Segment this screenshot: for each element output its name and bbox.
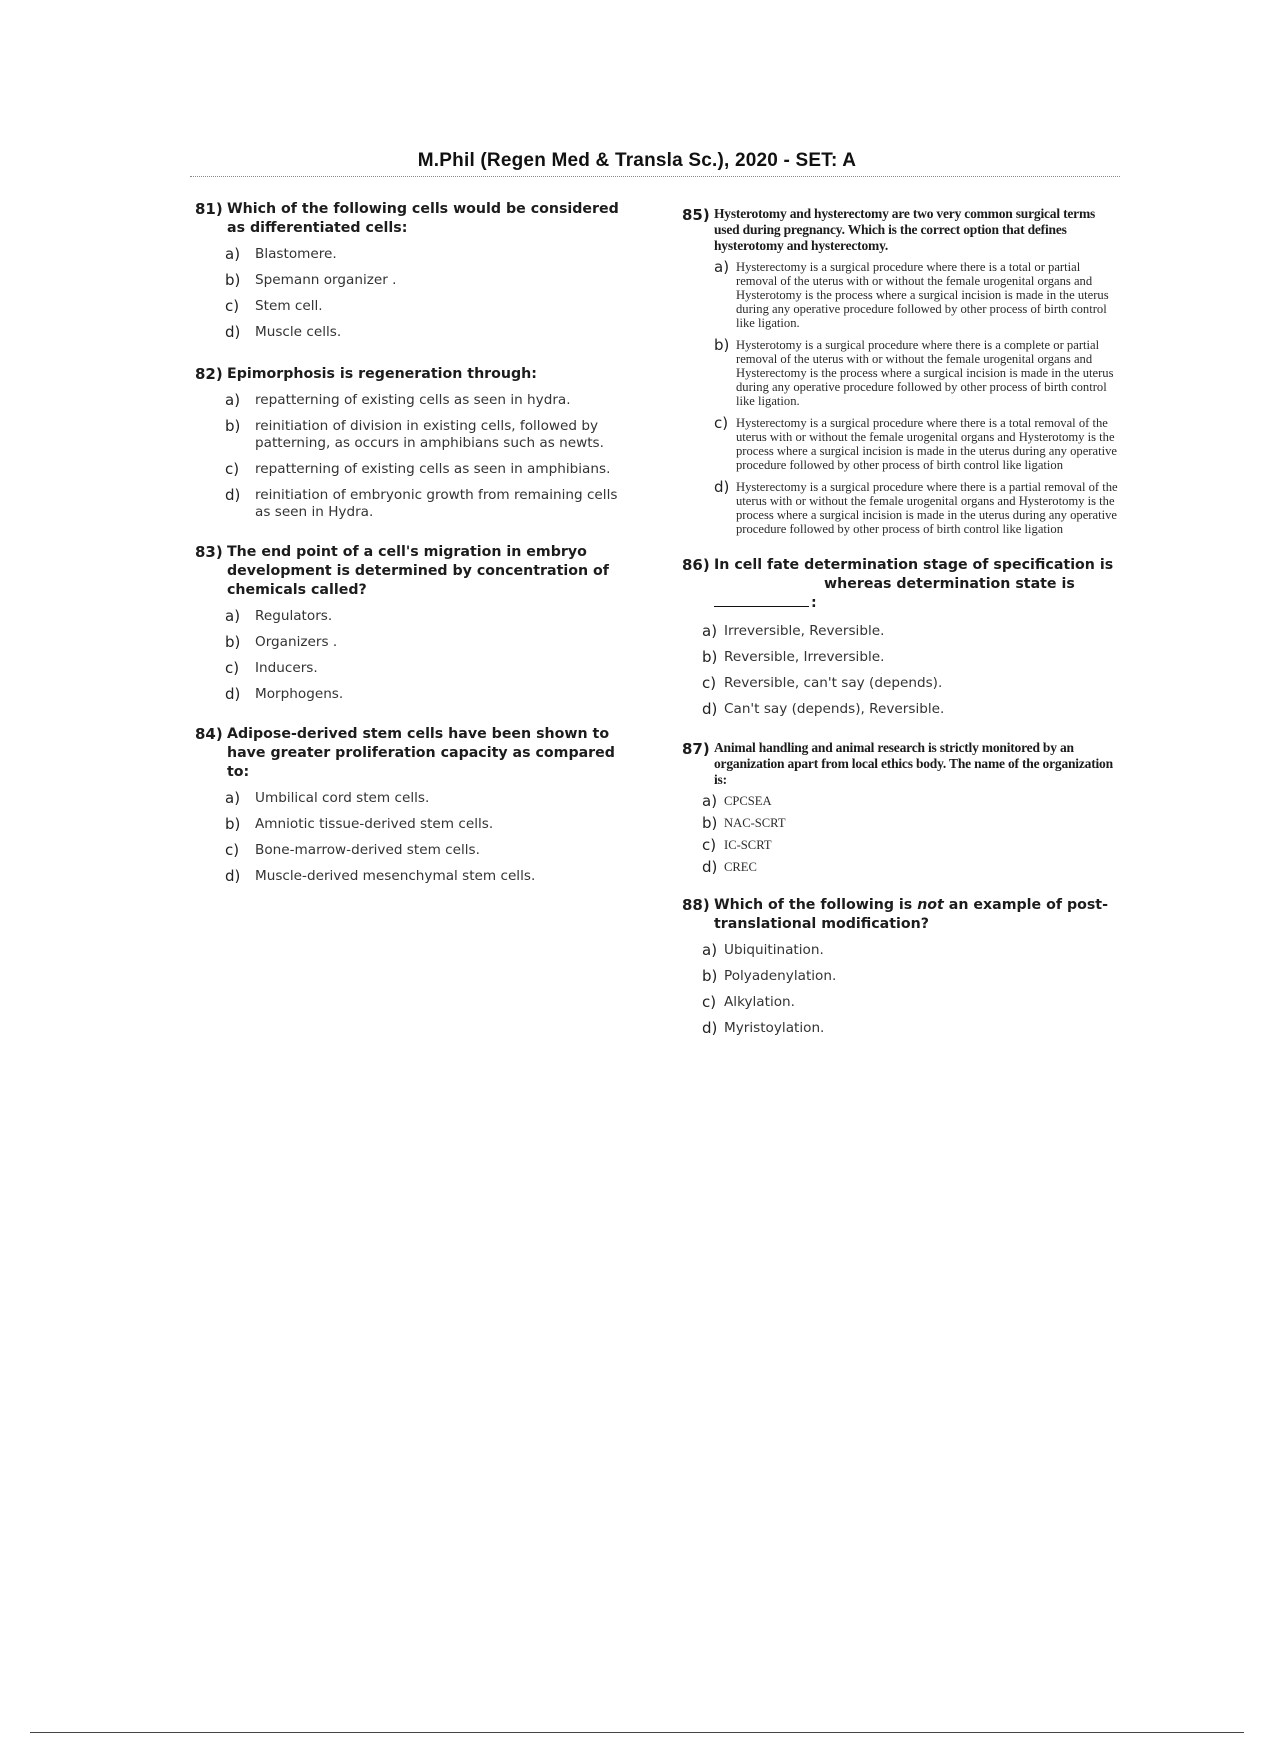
- option-a[interactable]: [225, 392, 635, 409]
- option-b[interactable]: [702, 816, 1122, 830]
- option-text: NAC-SCRT: [724, 816, 786, 830]
- option-text: reinitiation of division in existing cells, followed by patterning, as occurs in amphibians such as newts.: [255, 418, 604, 451]
- question-text: Adipose-derived stem cells have been shown to have greater proliferation capacity as compared to:: [227, 726, 615, 780]
- footer-divider: [30, 1732, 1244, 1733]
- option-b[interactable]: [225, 634, 635, 651]
- option-text: Myristoylation.: [724, 1020, 825, 1036]
- option-letter: a): [702, 622, 718, 640]
- option-letter: b): [225, 633, 241, 651]
- question-text: [714, 896, 1122, 934]
- option-d[interactable]: [702, 701, 1122, 718]
- option-letter: d): [225, 867, 241, 885]
- question-text-before: Which of the following is: [714, 897, 913, 913]
- option-text: Morphogens.: [255, 686, 344, 702]
- option-text: Stem cell.: [255, 298, 323, 314]
- option-letter: b): [225, 417, 241, 435]
- options-list: [195, 392, 635, 521]
- option-a[interactable]: [225, 246, 635, 263]
- option-a[interactable]: [225, 790, 635, 807]
- option-text: Inducers.: [255, 660, 318, 676]
- option-letter: d): [702, 858, 718, 876]
- option-text: Spemann organizer .: [255, 272, 397, 288]
- option-letter: c): [225, 659, 240, 677]
- option-d[interactable]: [225, 868, 635, 885]
- option-letter: c): [225, 297, 240, 315]
- question-84: [195, 725, 635, 885]
- option-a[interactable]: [702, 942, 1122, 959]
- option-letter: a): [702, 792, 718, 810]
- question-text: Hysterotomy and hysterectomy are two very common surgical terms used during pregnancy. Which is the correct option that defines hysterotomy and hysterectomy.: [714, 206, 1096, 253]
- question-87: [682, 740, 1122, 874]
- option-letter: b): [702, 967, 718, 985]
- option-text: Polyadenylation.: [724, 968, 837, 984]
- option-text: Organizers .: [255, 634, 338, 650]
- option-text: Hysterectomy is a surgical procedure where there is a partial removal of the uterus with or without the female urogenital organs and Hysterotomy is the process where a surgical incision is made in the uterus during any operative procedure followed by other process of birth control like ligation: [736, 480, 1118, 536]
- question-number: 82): [195, 365, 223, 383]
- question-text: The end point of a cell's migration in embryo development is determined by concentration of chemicals called?: [227, 544, 609, 598]
- option-b[interactable]: [225, 418, 635, 452]
- question-85: [682, 206, 1122, 536]
- option-text: repatterning of existing cells as seen in amphibians.: [255, 461, 611, 477]
- answer-blank: [714, 594, 809, 607]
- option-letter: a): [702, 941, 718, 959]
- question-82: [195, 365, 635, 521]
- question-text-end: :: [811, 595, 817, 611]
- option-letter: c): [702, 674, 717, 692]
- option-c[interactable]: [702, 994, 1122, 1011]
- option-text: IC-SCRT: [724, 838, 772, 852]
- question-81: [195, 200, 635, 341]
- page-header: M.Phil (Regen Med & Transla Sc.), 2020 - SET: A: [417, 150, 857, 171]
- question-text: Animal handling and animal research is strictly monitored by an organization apart from local ethics body. The name of the organization is:: [714, 740, 1113, 787]
- option-d[interactable]: [225, 686, 635, 703]
- option-letter: b): [702, 648, 718, 666]
- question-number: 83): [195, 543, 223, 561]
- question-number: 84): [195, 725, 223, 743]
- option-d[interactable]: [225, 324, 635, 341]
- option-text: repatterning of existing cells as seen in hydra.: [255, 392, 571, 408]
- options-list: [682, 794, 1122, 874]
- option-text: Umbilical cord stem cells.: [255, 790, 430, 806]
- option-text: Irreversible, Reversible.: [724, 623, 885, 639]
- question-text: Which of the following cells would be considered as differentiated cells:: [227, 201, 619, 236]
- question-86: [682, 556, 1122, 718]
- header-divider: [190, 176, 1120, 177]
- option-b[interactable]: [702, 968, 1122, 985]
- question-number: 87): [682, 740, 710, 758]
- option-letter: c): [225, 841, 240, 859]
- option-text: Amniotic tissue-derived stem cells.: [255, 816, 494, 832]
- option-b[interactable]: [225, 272, 635, 289]
- question-number: 88): [682, 896, 710, 914]
- option-letter: a): [225, 245, 241, 263]
- option-letter: d): [714, 478, 730, 496]
- option-letter: a): [714, 258, 730, 276]
- option-letter: d): [225, 323, 241, 341]
- option-letter: d): [225, 486, 241, 504]
- option-a[interactable]: [714, 260, 1122, 330]
- option-letter: c): [702, 993, 717, 1011]
- option-text: Hysterectomy is a surgical procedure where there is a total or partial removal of the uterus with or without the female urogenital organs and Hysterotomy is the process where a surgical incision is made in the uterus during any operative procedure followed by other process of birth control like ligation.: [736, 260, 1109, 330]
- option-letter: d): [225, 685, 241, 703]
- option-text: Hysterectomy is a surgical procedure where there is a total removal of the uterus with or without the female urogenital organs and Hysterotomy is the process where a surgical incision is made in the uterus during any operative procedure followed by other process of birth control like ligation: [736, 416, 1117, 472]
- option-letter: d): [702, 700, 718, 718]
- option-d[interactable]: [225, 487, 635, 521]
- option-letter: a): [225, 391, 241, 409]
- option-b[interactable]: [225, 816, 635, 833]
- option-text: CPCSEA: [724, 794, 772, 808]
- option-text: Muscle-derived mesenchymal stem cells.: [255, 868, 536, 884]
- question-text: Epimorphosis is regeneration through:: [227, 366, 537, 382]
- option-letter: a): [225, 607, 241, 625]
- option-a[interactable]: [702, 794, 1122, 808]
- right-column: [682, 206, 1122, 1059]
- option-text: Can't say (depends), Reversible.: [724, 701, 945, 717]
- option-letter: c): [702, 836, 717, 854]
- options-list: [682, 623, 1122, 718]
- question-text-part1: In cell fate determination stage of specification is: [714, 557, 1114, 573]
- question-83: [195, 543, 635, 703]
- option-letter: c): [225, 460, 240, 478]
- option-letter: a): [225, 789, 241, 807]
- question-text-emphasis: not: [917, 897, 944, 913]
- option-text: Muscle cells.: [255, 324, 342, 340]
- option-c[interactable]: [225, 461, 635, 478]
- option-text: Bone-marrow-derived stem cells.: [255, 842, 480, 858]
- option-c[interactable]: [225, 842, 635, 859]
- option-letter: b): [225, 815, 241, 833]
- option-letter: b): [702, 814, 718, 832]
- left-column: [195, 200, 635, 907]
- option-a[interactable]: [225, 608, 635, 625]
- options-list: [682, 260, 1122, 536]
- option-d[interactable]: [702, 1020, 1122, 1037]
- question-text: [714, 556, 1113, 613]
- option-c[interactable]: [225, 660, 635, 677]
- option-letter: b): [225, 271, 241, 289]
- option-b[interactable]: [702, 649, 1122, 666]
- question-88: [682, 896, 1122, 1037]
- question-number: 85): [682, 206, 710, 224]
- option-d[interactable]: [702, 860, 1122, 874]
- options-list: [195, 790, 635, 885]
- option-c[interactable]: [714, 416, 1122, 472]
- option-text: CREC: [724, 860, 757, 874]
- option-letter: c): [714, 414, 729, 432]
- option-text: Blastomere.: [255, 246, 337, 262]
- question-text-after: an example of post-translational modification?: [714, 897, 1108, 932]
- options-list: [195, 246, 635, 341]
- option-text: Reversible, Irreversible.: [724, 649, 885, 665]
- option-b[interactable]: [714, 338, 1122, 408]
- option-letter: b): [714, 336, 730, 354]
- option-c[interactable]: [702, 838, 1122, 852]
- option-c[interactable]: [225, 298, 635, 315]
- option-text: Ubiquitination.: [724, 942, 824, 958]
- question-text-part2: whereas determination state is: [824, 576, 1075, 592]
- option-text: Hysterotomy is a surgical procedure where there is a complete or partial removal of the uterus with or without the female urogenital organs and Hysterectomy is the process where a surgical incision is made in the uterus during any operative procedure followed by other process of birth control like ligation.: [736, 338, 1114, 408]
- options-list: [682, 942, 1122, 1037]
- options-list: [195, 608, 635, 703]
- option-letter: d): [702, 1019, 718, 1037]
- option-a[interactable]: [702, 623, 1122, 640]
- option-d[interactable]: [714, 480, 1122, 536]
- question-number: 86): [682, 556, 710, 574]
- question-number: 81): [195, 200, 223, 218]
- option-text: Regulators.: [255, 608, 333, 624]
- option-text: Alkylation.: [724, 994, 795, 1010]
- option-text: reinitiation of embryonic growth from remaining cells as seen in Hydra.: [255, 487, 618, 520]
- option-c[interactable]: [702, 675, 1122, 692]
- option-text: Reversible, can't say (depends).: [724, 675, 943, 691]
